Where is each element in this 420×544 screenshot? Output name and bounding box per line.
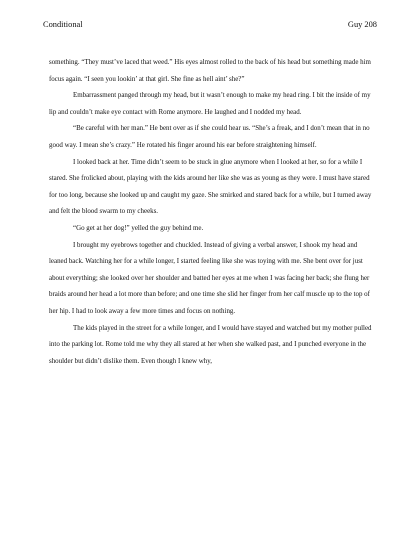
paragraph-3: “Be careful with her man.” He bent over as if she could hear us. “She’s a freak, and I don’t mean that in no good way. I mean she’s crazy.” He rotated his finger around his ear before straightening himself. [49,124,370,149]
running-head-title: Conditional [43,20,83,29]
paragraph-5: “Go get at her dog!” yelled the guy behind me. [73,223,204,232]
paragraph-4: I looked back at her. Time didn’t seem to be stuck in glue anymore when I looked at her, so for a while I stared. She frolicked about, playing with the kids around her like she was as young as they were. I must have stared for too long, because she looked up and caught my gaze. She smirked and stared back for a while, but I turned away and felt the blood swarm to my cheeks. [49,157,372,216]
body-text [49,54,374,369]
paragraph-7: The kids played in the street for a while longer, and I would have stayed and watched but my mother pulled into the parking lot. Rome told me why they all stared at her when she walked past, and I punched everyone in the shoulder but didn’t dislike them. Even though I knew why, [49,323,372,365]
running-head-page-number: Guy 208 [347,20,377,29]
page-header [43,20,377,30]
paragraph-6: I brought my eyebrows together and chuckled. Instead of giving a verbal answer, I shook my head and leaned back. Watching her for a while longer, I started feeling like she was toying with me. She bent over for just about everything; she looked over her shoulder and batted her eyes at me when I was facing her back; she flung her braids around her head a lot more than before; and one time she slid her finger from her calf muscle up to the top of her hip. I had to look away a few more times and focus on nothing. [49,240,370,315]
paragraph-1: something. “They must’ve laced that weed.” His eyes almost rolled to the back of his head but something made him focus again. “I seen you lookin’ at that girl. She fine as hell aint’ she?” [49,58,371,83]
paragraph-2: Embarrassment panged through my head, but it wasn’t enough to make my head ring. I bit the inside of my lip and couldn’t make eye contact with Rome anymore. He laughed and I nodded my head. [49,91,371,116]
